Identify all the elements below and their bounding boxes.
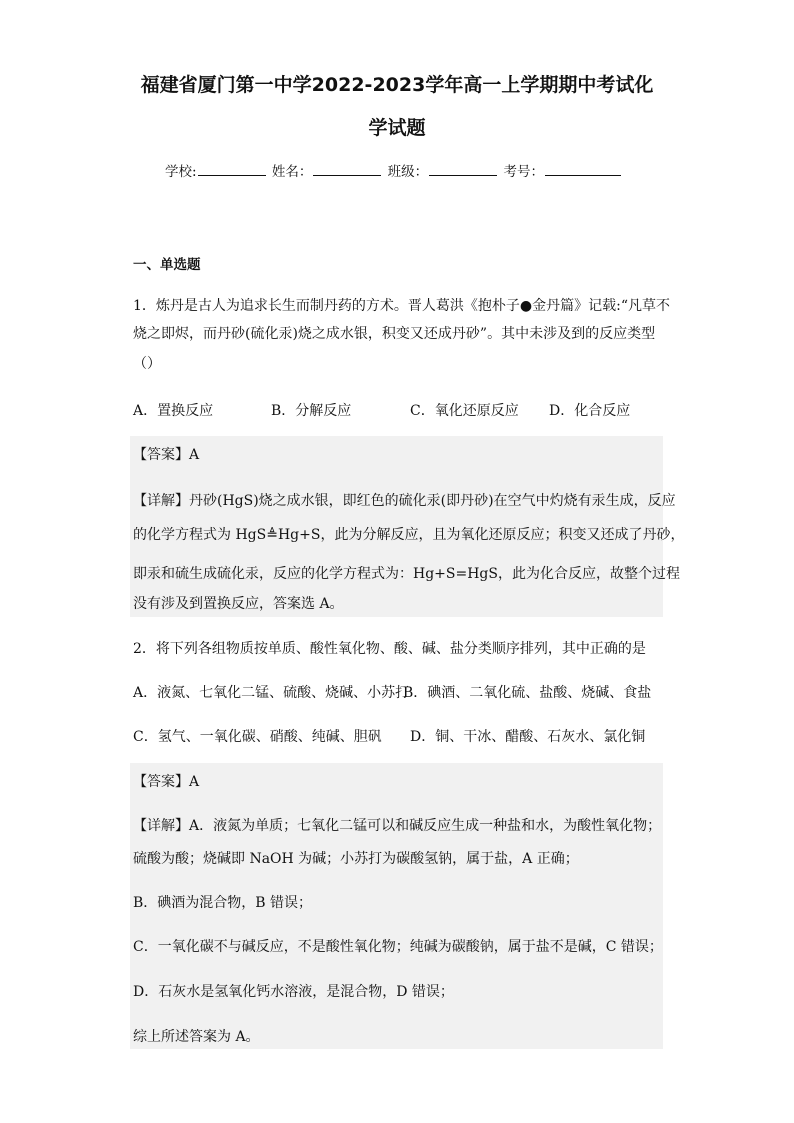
heating-equals-sign (266, 527, 278, 543)
q2-detail-line-5: D．石灰水是氢氧化钙水溶液，是混合物，D 错误； (133, 984, 454, 1000)
q2-stem: 2．将下列各组物质按单质、酸性氧化物、酸、碱、盐分类顺序排列，其中正确的是 (133, 641, 646, 657)
q1-stem-line-1: 1．炼丹是古人为追求长生而制丹药的方术。晋人葛洪《抱朴子●金丹篇》记载:“凡草不 (133, 298, 670, 314)
q1-option-c[interactable]: C．氧化还原反应 (410, 403, 519, 419)
title-line-2: 学试题 (368, 117, 426, 139)
q2-options-row-2 (133, 726, 663, 746)
q2-detail-line-4: C．一氧化碳不与碱反应，不是酸性氧化物；纯碱为碳酸钠，属于盐不是碱，C 错误； (133, 939, 663, 955)
q1-stem-line-3: （） (133, 356, 161, 372)
school-label: 学校: (165, 164, 197, 180)
q2-option-d[interactable]: D．铜、干冰、醋酸、石灰水、氯化铜 (410, 729, 646, 745)
school-blank[interactable] (198, 161, 266, 176)
q1-detail-line-2a: 的化学方程式为 HgS (133, 527, 267, 543)
title-line-1: 福建省厦门第一中学2022-2023学年高一上学期期中考试化 (140, 74, 654, 96)
q1-options (133, 400, 653, 420)
number-blank[interactable] (545, 161, 621, 176)
class-label: 班级： (387, 164, 429, 180)
q1-detail-line-2b: Hg+S，此为分解反应，且为氧化还原反应；积变又还成了丹砂， (277, 527, 685, 543)
q1-detail-line-2 (133, 524, 684, 544)
q1-option-b[interactable]: B．分解反应 (271, 403, 352, 419)
q2-detail-line-2: 硫酸为酸；烧碱即 NaOH 为碱；小苏打为碳酸氢钠，属于盐，A 正确； (133, 851, 579, 867)
name-blank[interactable] (313, 161, 381, 176)
q2-detail-line-6: 综上所述答案为 A。 (133, 1029, 260, 1045)
q2-answer: 【答案】A (133, 774, 200, 790)
q2-option-a[interactable]: A．液氮、七氧化二锰、硫酸、烧碱、小苏打 (133, 685, 410, 701)
q1-stem-line-2: 烧之即烬，而丹砂(硫化汞)烧之成水银，积变又还成丹砂”。其中未涉及到的反应类型 (133, 326, 656, 342)
q1-answer: 【答案】A (133, 447, 200, 463)
q1-detail-line-4: 没有涉及到置换反应，答案选 A。 (133, 596, 344, 612)
number-label: 考号： (503, 164, 544, 180)
student-info (165, 160, 623, 180)
q2-detail-line-3: B．碘酒为混合物，B 错误； (133, 895, 313, 911)
q1-detail-line-3: 即汞和硫生成硫化汞，反应的化学方程式为：Hg+S=HgS，此为化合反应，故整个过程 (133, 566, 680, 582)
q1-option-a[interactable]: A．置换反应 (133, 403, 214, 419)
section-heading: 一、单选题 (133, 257, 201, 273)
q2-option-b[interactable]: B．碘酒、二氧化硫、盐酸、烧碱、食盐 (403, 685, 652, 701)
q2-option-c[interactable]: C．氢气、一氧化碳、硝酸、纯碱、胆矾 (133, 729, 382, 745)
q2-options-row-1 (133, 682, 663, 702)
q2-detail-line-1: 【详解】A．液氮为单质；七氧化二锰可以和碱反应生成一种盐和水，为酸性氧化物； (133, 818, 662, 834)
q1-detail-line-1: 【详解】丹砂(HgS)烧之成水银，即红色的硫化汞(即丹砂)在空气中灼烧有汞生成，反应 (133, 493, 676, 509)
heating-symbol: ≜ (266, 527, 278, 543)
name-label: 姓名： (271, 164, 313, 180)
class-blank[interactable] (429, 161, 497, 176)
q1-option-d[interactable]: D．化合反应 (549, 403, 631, 419)
